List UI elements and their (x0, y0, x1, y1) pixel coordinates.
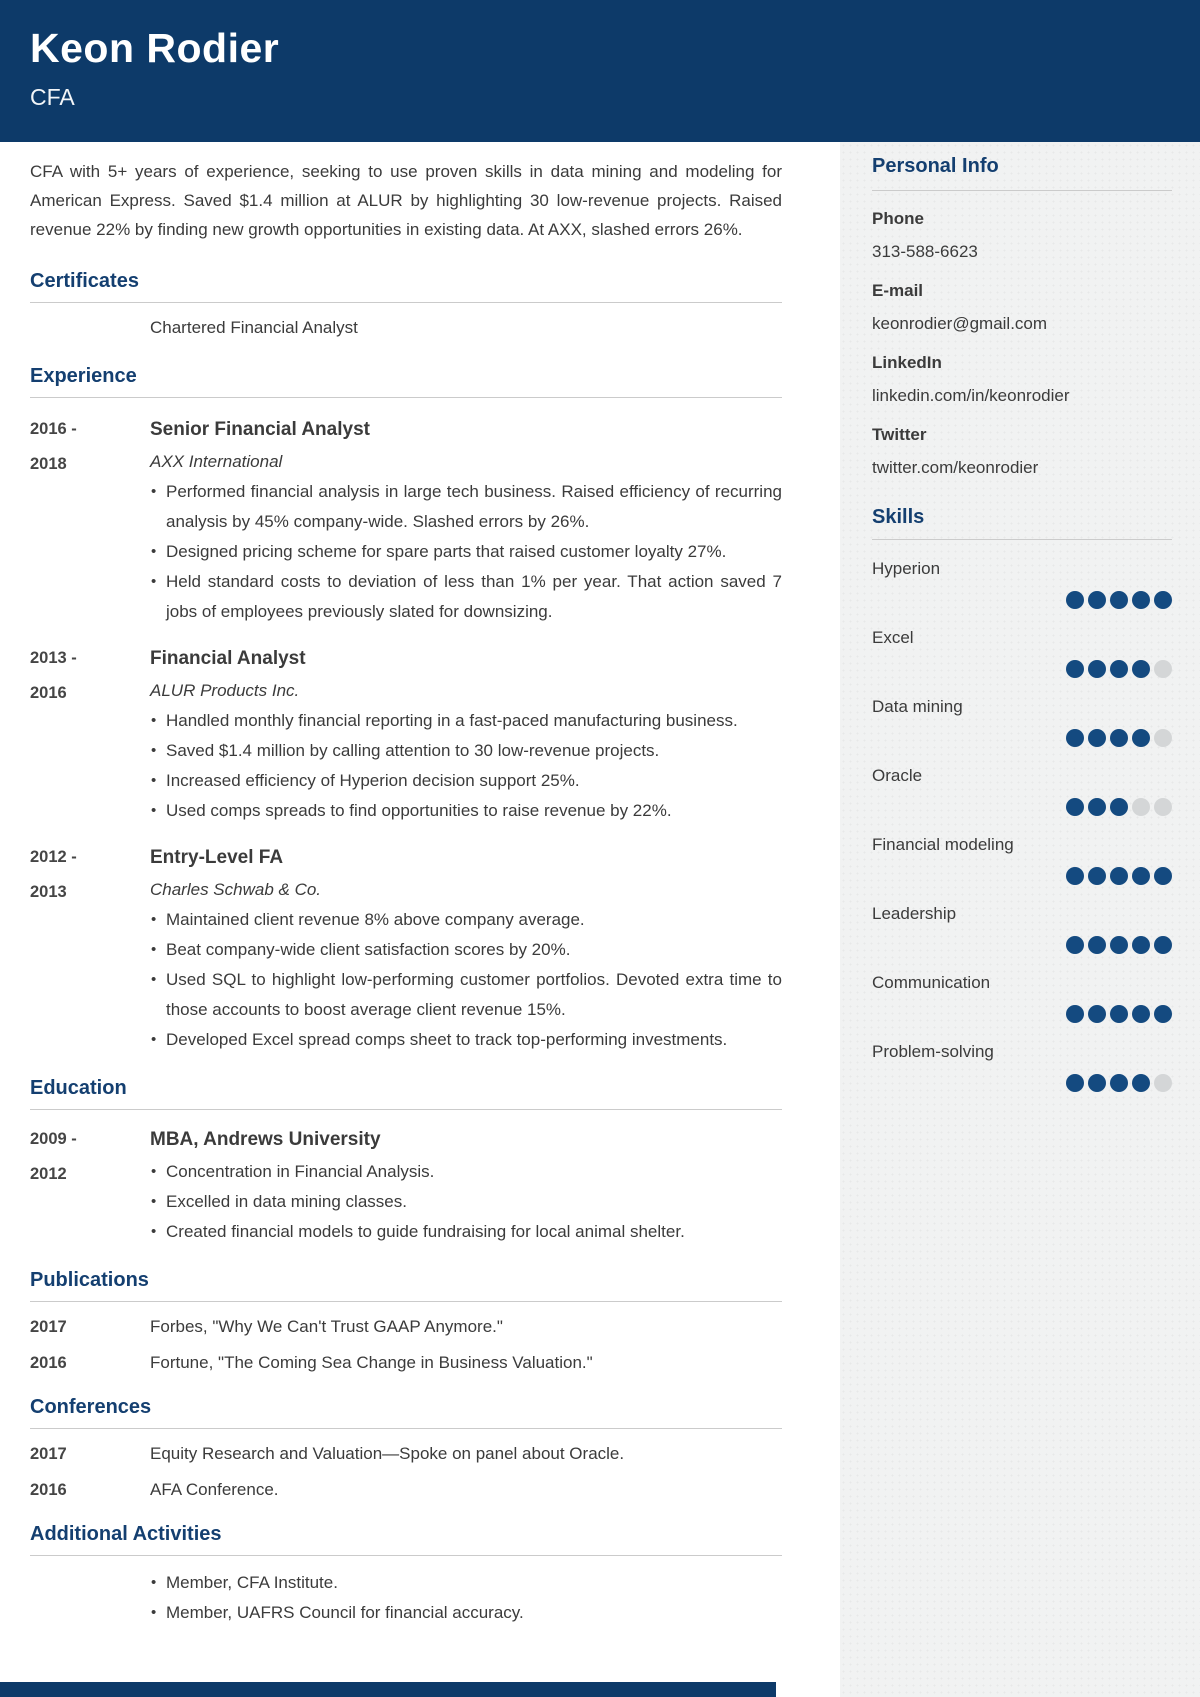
skill-dot (1110, 591, 1128, 609)
skill-rating (872, 867, 1172, 885)
conference-entry (30, 1443, 782, 1465)
entry-period (30, 840, 150, 1055)
conference-title: AFA Conference. (150, 1480, 279, 1499)
conference-entry (30, 1479, 782, 1501)
summary-paragraph: CFA with 5+ years of experience, seeking to use proven skills in data mining and modeling for American Express. Saved $1.4 million at ALUR by highlighting 30 low-revenue projects. Raised revenue 22% by finding new growth opportunities in existing data. At AXX, slashed errors 26%. (30, 162, 782, 239)
candidate-name: Keon Rodier (30, 25, 280, 71)
skill-dot (1088, 936, 1106, 954)
skill-dot (1110, 660, 1128, 678)
field-label: LinkedIn (872, 353, 942, 372)
skill-dot (1088, 867, 1106, 885)
skill-dot (1066, 1074, 1084, 1092)
period-end: 2016 (30, 684, 67, 702)
linkedin-value: linkedin.com/in/keonrodier (872, 386, 1070, 405)
job-title: Entry-Level FA (150, 847, 284, 868)
conference-year: 2017 (30, 1445, 67, 1463)
main-column (30, 142, 782, 1628)
skill-name: Financial modeling (872, 835, 1014, 854)
skill-dot (1066, 591, 1084, 609)
personal-info-field-phone (872, 208, 1172, 263)
skill-name: Excel (872, 628, 914, 647)
skill-item-data-mining (872, 696, 1172, 747)
twitter-value: twitter.com/keonrodier (872, 458, 1039, 477)
publication-year: 2016 (30, 1354, 67, 1372)
section-heading-additional-activities: Additional Activities (30, 1523, 782, 1556)
header-band (0, 0, 1200, 142)
additional-activities-entry (30, 1568, 782, 1628)
field-label: E-mail (872, 281, 924, 300)
bullet-item: • Member, CFA Institute. (150, 1568, 782, 1598)
period-start: 2012 - (30, 848, 77, 866)
company-name: Charles Schwab & Co. (150, 880, 322, 899)
personal-info-field-twitter (872, 424, 1172, 479)
entry-period (30, 412, 150, 627)
personal-info-field-email (872, 280, 1172, 335)
entry-period (30, 641, 150, 826)
skill-item-communication (872, 972, 1172, 1023)
experience-entry (30, 840, 782, 1055)
skill-dot (1154, 729, 1172, 747)
publication-entry (30, 1352, 782, 1374)
skill-dot (1154, 660, 1172, 678)
field-label: Phone (872, 209, 924, 228)
certificate-name: Chartered Financial Analyst (150, 318, 358, 337)
skill-item-problem-solving (872, 1041, 1172, 1092)
skill-name: Leadership (872, 904, 957, 923)
publication-title: Forbes, "Why We Can't Trust GAAP Anymore." (150, 1317, 503, 1336)
skill-rating (872, 1074, 1172, 1092)
skill-name: Problem-solving (872, 1042, 994, 1061)
experience-entry (30, 641, 782, 826)
bullet-list (150, 1157, 782, 1247)
education-entry (30, 1122, 782, 1247)
skill-dot (1066, 936, 1084, 954)
skill-dot (1088, 729, 1106, 747)
experience-entry (30, 412, 782, 627)
certificate-entry (30, 317, 782, 339)
skill-dot (1088, 798, 1106, 816)
skill-rating (872, 729, 1172, 747)
entry-period (30, 1122, 150, 1247)
bullet-item: • Handled monthly financial reporting in a fast-paced manufacturing business. (150, 706, 782, 736)
skill-item-excel (872, 627, 1172, 678)
bullet-item: • Developed Excel spread comps sheet to track top-performing investments. (150, 1025, 782, 1055)
period-start: 2009 - (30, 1130, 77, 1148)
bullet-item: • Used SQL to highlight low-performing customer portfolios. Devoted extra time to those accounts to boost average client revenue 15%. (150, 965, 782, 1025)
company-name: AXX International (150, 452, 283, 471)
sidebar (840, 142, 1200, 1697)
skill-dot (1132, 936, 1150, 954)
section-heading-conferences: Conferences (30, 1396, 782, 1429)
skill-item-leadership (872, 903, 1172, 954)
entry-period (30, 317, 150, 339)
section-heading-skills: Skills (872, 505, 1172, 540)
skill-dot (1132, 660, 1150, 678)
skill-dot (1088, 1005, 1106, 1023)
period-start: 2016 - (30, 420, 77, 438)
job-title: Senior Financial Analyst (150, 419, 370, 440)
bullet-item: • Held standard costs to deviation of less than 1% per year. That action saved 7 jobs of employees previously slated for downsizing. (150, 567, 782, 627)
skill-dot (1110, 1074, 1128, 1092)
skill-item-oracle (872, 765, 1172, 816)
section-heading-publications: Publications (30, 1269, 782, 1302)
skill-dot (1132, 798, 1150, 816)
skill-dot (1154, 1005, 1172, 1023)
skill-dot (1154, 798, 1172, 816)
skill-item-financial-modeling (872, 834, 1172, 885)
skill-dot (1066, 729, 1084, 747)
section-heading-experience: Experience (30, 365, 782, 398)
bullet-item: • Performed financial analysis in large tech business. Raised efficiency of recurring analysis by 45% company-wide. Slashed errors by 26%. (150, 477, 782, 537)
skill-dot (1110, 729, 1128, 747)
bullet-item: • Saved $1.4 million by calling attention to 30 low-revenue projects. (150, 736, 782, 766)
skill-dot (1154, 591, 1172, 609)
period-start: 2013 - (30, 649, 77, 667)
publication-entry (30, 1316, 782, 1338)
skill-name: Oracle (872, 766, 923, 785)
skill-rating (872, 936, 1172, 954)
publication-title: Fortune, "The Coming Sea Change in Business Valuation." (150, 1353, 593, 1372)
skill-item-hyperion (872, 558, 1172, 609)
period-end: 2013 (30, 883, 67, 901)
section-heading-education: Education (30, 1077, 782, 1110)
section-heading-certificates: Certificates (30, 270, 782, 303)
period-end: 2018 (30, 455, 67, 473)
skill-dot (1154, 867, 1172, 885)
bullet-item: • Used comps spreads to find opportunities to raise revenue by 22%. (150, 796, 782, 826)
skill-dot (1110, 867, 1128, 885)
section-heading-personal-info: Personal Info (872, 154, 1172, 191)
conference-title: Equity Research and Valuation—Spoke on panel about Oracle. (150, 1444, 625, 1463)
bullet-list (150, 1568, 782, 1628)
skill-dot (1154, 1074, 1172, 1092)
field-label: Twitter (872, 425, 927, 444)
degree-title: MBA, Andrews University (150, 1129, 381, 1150)
personal-info-field-linkedin (872, 352, 1172, 407)
skill-dot (1110, 798, 1128, 816)
skill-dot (1066, 660, 1084, 678)
conference-year: 2016 (30, 1481, 67, 1499)
skill-name: Communication (872, 973, 991, 992)
email-value: keonrodier@gmail.com (872, 314, 1048, 333)
candidate-job-title: CFA (30, 84, 75, 110)
footer-accent-bar (0, 1682, 776, 1697)
bullet-item: • Excelled in data mining classes. (150, 1187, 782, 1217)
bullet-item: • Maintained client revenue 8% above company average. (150, 905, 782, 935)
entry-period (30, 1568, 150, 1628)
skill-dot (1132, 1074, 1150, 1092)
bullet-item: • Designed pricing scheme for spare parts that raised customer loyalty 27%. (150, 537, 782, 567)
skill-dot (1132, 1005, 1150, 1023)
skill-dot (1110, 936, 1128, 954)
phone-value: 313-588-6623 (872, 242, 978, 261)
skill-dot (1110, 1005, 1128, 1023)
publication-year: 2017 (30, 1318, 67, 1336)
skill-dot (1088, 591, 1106, 609)
bullet-list (150, 706, 782, 826)
skill-dot (1132, 591, 1150, 609)
skill-dot (1088, 1074, 1106, 1092)
company-name: ALUR Products Inc. (150, 681, 300, 700)
skill-rating (872, 798, 1172, 816)
period-end: 2012 (30, 1165, 67, 1183)
skill-dot (1132, 867, 1150, 885)
skill-dot (1066, 798, 1084, 816)
skill-rating (872, 660, 1172, 678)
bullet-item: • Beat company-wide client satisfaction scores by 20%. (150, 935, 782, 965)
skill-dot (1154, 936, 1172, 954)
bullet-list (150, 905, 782, 1055)
bullet-item: • Concentration in Financial Analysis. (150, 1157, 782, 1187)
job-title: Financial Analyst (150, 648, 306, 669)
bullet-item: • Member, UAFRS Council for financial accuracy. (150, 1598, 782, 1628)
skill-rating (872, 1005, 1172, 1023)
skill-name: Hyperion (872, 559, 941, 578)
skill-dot (1066, 1005, 1084, 1023)
skill-dot (1066, 867, 1084, 885)
skill-dot (1088, 660, 1106, 678)
bullet-item: • Created financial models to guide fundraising for local animal shelter. (150, 1217, 782, 1247)
skill-name: Data mining (872, 697, 963, 716)
bullet-list (150, 477, 782, 627)
skill-rating (872, 591, 1172, 609)
skill-dot (1132, 729, 1150, 747)
bullet-item: • Increased efficiency of Hyperion decision support 25%. (150, 766, 782, 796)
